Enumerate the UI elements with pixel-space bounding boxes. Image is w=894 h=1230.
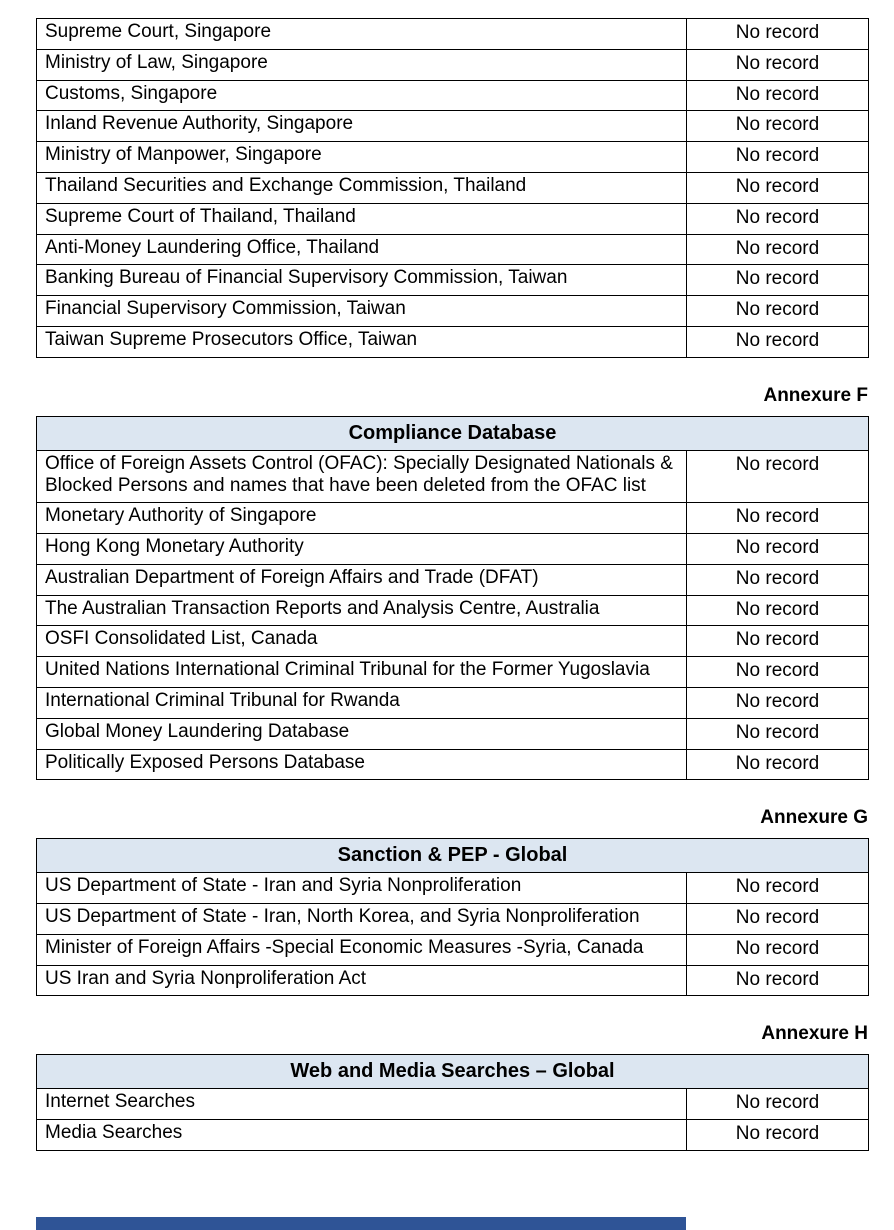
result-cell: No record <box>687 873 869 904</box>
source-cell: Banking Bureau of Financial Supervisory Commission, Taiwan <box>37 265 687 296</box>
result-cell: No record <box>687 326 869 357</box>
source-cell: Minister of Foreign Affairs -Special Economic Measures -Syria, Canada <box>37 934 687 965</box>
table-row <box>37 873 869 904</box>
source-cell: Taiwan Supreme Prosecutors Office, Taiwan <box>37 326 687 357</box>
table-row <box>37 1089 869 1120</box>
table-row <box>37 595 869 626</box>
table-header-row <box>37 416 869 450</box>
table-title: Web and Media Searches – Global <box>37 1055 869 1089</box>
result-cell: No record <box>687 142 869 173</box>
jurisdiction-search-table <box>36 18 869 358</box>
table-row <box>37 965 869 996</box>
result-cell: No record <box>687 450 869 503</box>
sanction-pep-global-table <box>36 838 869 996</box>
annexure-label-h: Annexure H <box>761 1023 868 1045</box>
table-row <box>37 111 869 142</box>
next-section-partial-bar <box>36 1217 686 1230</box>
source-cell: US Iran and Syria Nonproliferation Act <box>37 965 687 996</box>
result-cell: No record <box>687 172 869 203</box>
table-header-row <box>37 839 869 873</box>
result-cell: No record <box>687 503 869 534</box>
result-cell: No record <box>687 203 869 234</box>
table-row <box>37 718 869 749</box>
table-row <box>37 326 869 357</box>
table-row <box>37 657 869 688</box>
source-cell: Internet Searches <box>37 1089 687 1120</box>
table-row <box>37 172 869 203</box>
table-row <box>37 142 869 173</box>
table-header-row <box>37 1055 869 1089</box>
result-cell: No record <box>687 965 869 996</box>
result-cell: No record <box>687 564 869 595</box>
result-cell: No record <box>687 595 869 626</box>
source-cell: Monetary Authority of Singapore <box>37 503 687 534</box>
source-cell: Media Searches <box>37 1120 687 1151</box>
web-media-searches-table <box>36 1054 869 1151</box>
source-cell: Thailand Securities and Exchange Commission, Thailand <box>37 172 687 203</box>
source-cell: Hong Kong Monetary Authority <box>37 534 687 565</box>
source-cell: Australian Department of Foreign Affairs and Trade (DFAT) <box>37 564 687 595</box>
result-cell: No record <box>687 49 869 80</box>
result-cell: No record <box>687 234 869 265</box>
result-cell: No record <box>687 626 869 657</box>
table-row <box>37 450 869 503</box>
table-row <box>37 265 869 296</box>
result-cell: No record <box>687 657 869 688</box>
result-cell: No record <box>687 265 869 296</box>
source-cell: Financial Supervisory Commission, Taiwan <box>37 296 687 327</box>
source-cell: The Australian Transaction Reports and Analysis Centre, Australia <box>37 595 687 626</box>
table-row <box>37 687 869 718</box>
table-row <box>37 203 869 234</box>
table-row <box>37 80 869 111</box>
table-row <box>37 503 869 534</box>
result-cell: No record <box>687 904 869 935</box>
result-cell: No record <box>687 296 869 327</box>
source-cell: International Criminal Tribunal for Rwanda <box>37 687 687 718</box>
source-cell: OSFI Consolidated List, Canada <box>37 626 687 657</box>
result-cell: No record <box>687 718 869 749</box>
source-cell: Customs, Singapore <box>37 80 687 111</box>
source-cell: Global Money Laundering Database <box>37 718 687 749</box>
source-cell: Ministry of Law, Singapore <box>37 49 687 80</box>
table-row <box>37 749 869 780</box>
result-cell: No record <box>687 80 869 111</box>
compliance-database-table <box>36 416 869 781</box>
table-row <box>37 534 869 565</box>
result-cell: No record <box>687 534 869 565</box>
table-title: Compliance Database <box>37 416 869 450</box>
result-cell: No record <box>687 111 869 142</box>
result-cell: No record <box>687 687 869 718</box>
result-cell: No record <box>687 934 869 965</box>
result-cell: No record <box>687 1089 869 1120</box>
table-row <box>37 19 869 50</box>
table-row <box>37 49 869 80</box>
source-cell: Anti-Money Laundering Office, Thailand <box>37 234 687 265</box>
source-cell: Inland Revenue Authority, Singapore <box>37 111 687 142</box>
result-cell: No record <box>687 19 869 50</box>
source-cell: United Nations International Criminal Tribunal for the Former Yugoslavia <box>37 657 687 688</box>
table-row <box>37 234 869 265</box>
source-cell: Office of Foreign Assets Control (OFAC): Specially Designated Nationals & Blocked Persons and names that have been deleted from the OFAC list <box>37 450 687 503</box>
source-cell: Supreme Court, Singapore <box>37 19 687 50</box>
result-cell: No record <box>687 1120 869 1151</box>
source-cell: US Department of State - Iran and Syria Nonproliferation <box>37 873 687 904</box>
annexure-label-g: Annexure G <box>760 807 868 829</box>
annexure-label-f: Annexure F <box>763 384 868 406</box>
source-cell: Supreme Court of Thailand, Thailand <box>37 203 687 234</box>
result-cell: No record <box>687 749 869 780</box>
table-row <box>37 934 869 965</box>
table-row <box>37 626 869 657</box>
source-cell: US Department of State - Iran, North Korea, and Syria Nonproliferation <box>37 904 687 935</box>
table-row <box>37 1120 869 1151</box>
table-row <box>37 904 869 935</box>
source-cell: Politically Exposed Persons Database <box>37 749 687 780</box>
source-cell: Ministry of Manpower, Singapore <box>37 142 687 173</box>
table-row <box>37 296 869 327</box>
table-row <box>37 564 869 595</box>
table-title: Sanction & PEP - Global <box>37 839 869 873</box>
